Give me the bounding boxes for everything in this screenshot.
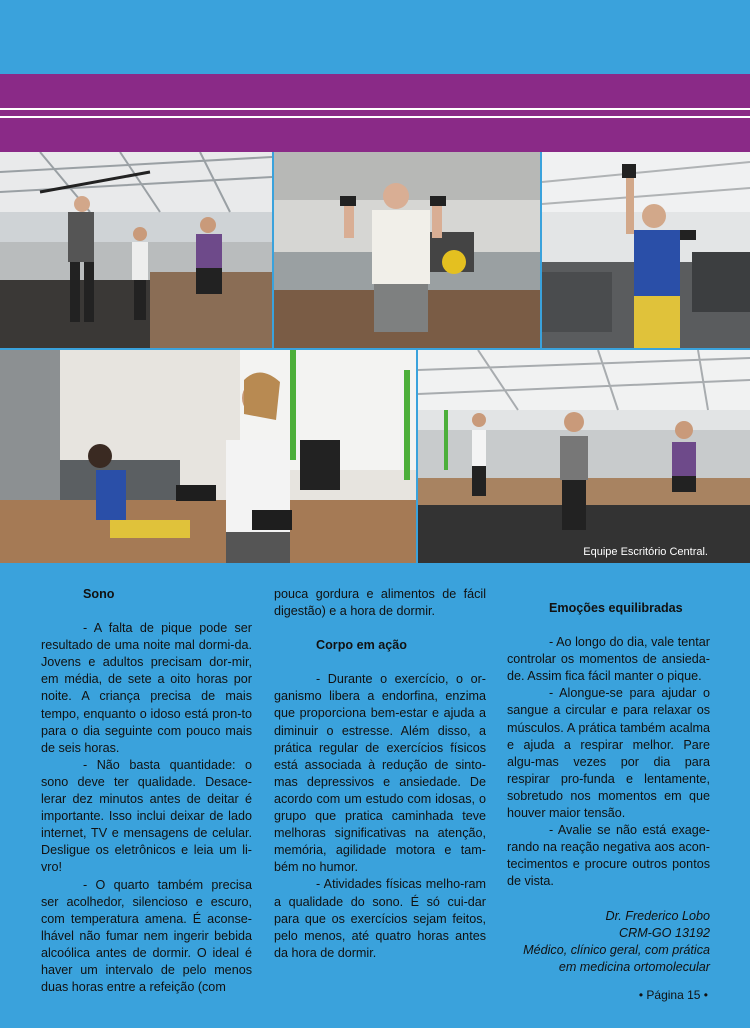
author-signature [507,908,710,976]
heading-emocoes-equilibradas: Emoções equilibradas [549,601,683,615]
column-sono [41,586,252,996]
author-crm: CRM-GO 13192 [619,925,710,940]
paragraph-emocoes-1: - Ao longo do dia, vale tentar controlar os momentos de ansieda-de. Assim fica fácil manter o pique. [507,635,710,684]
paragraph-corpo-1: - Durante o exercício, o or-ganismo libera a endorfina, enzima que proporciona bem-estar e ajuda a diminuir o estresse. Além disso, a prática regular de exercícios físicos está associada à redução de sinto-mas depressivos e ansiedade. De acordo com um estudo com idosas, o grupo que pratica caminhada teve melhoras significativas na atenção, memória, agilidade motora e tam-bém no humor. [274,672,486,875]
column-emocoes [507,600,710,976]
paragraph-sono-2: - Não basta quantidade: o sono deve ter qualidade. Desace-lerar dez minutos antes de deitar é importante. Isso inclui deixar de lado internet, TV e mensagens de celular. Desligue os eletrônicos e leia um li-vro! [41,757,252,875]
page-number: • Página 15 • [638,988,708,1002]
header-band [0,74,750,152]
heading-sono: Sono [83,587,115,601]
paragraph-sono-3: - O quarto também precisa ser acolhedor, silencioso e escuro, com temperatura amena. É aconse-lhável não fumar nem ingerir bebida alcoólica antes de dormir. O ideal é haver um intervalo de pelo menos duas horas entre a refeição (com [41,877,252,995]
header-stripe-bottom [0,116,750,118]
author-role-line2: em medicina ortomolecular [558,959,710,974]
header-stripe-top [0,108,750,110]
author-role-line1: Médico, clínico geral, com prática [523,942,710,957]
paragraph-sono-3-continued: pouca gordura e alimentos de fácil digestão) e a hora de dormir. [274,587,486,619]
photo-group-dumbbells [418,350,750,563]
photo-group-bar-exercise [0,152,272,348]
paragraph-sono-1: - A falta de pique pode ser resultado de uma noite mal dormi-da. Jovens e adultos precisam dor-mir, em média, de sete a oito horas por noite. A criança precisa de mais tempo, enquanto o idoso está pron-to para o dia seguinte com pouco mais de seis horas. [41,621,252,755]
photo-caption-equipe: Equipe Escritório Central. [583,546,708,558]
paragraph-emocoes-3: - Avalie se não está exage-rando na reação negativa aos acon-tecimentos e procure outros pontos de vista. [507,823,710,889]
paragraph-corpo-2: - Atividades físicas melho-ram a qualidade do sono. É só cui-dar para que os exercícios sejam feitos, pelo menos, até quatro horas antes da hora de dormir. [274,877,486,960]
photo-women-weights-row [0,350,416,563]
author-name: Dr. Frederico Lobo [605,908,710,923]
photo-woman-blue-shirt [542,152,750,348]
paragraph-emocoes-2: - Alongue-se para ajudar o sangue a circular e para relaxar os músculos. A prática também acalma e ajuda a respirar melhor. Pare algu-mas vezes por dia para respirar pro-funda e lentamente, sobretudo nos momentos em que houver maior tensão. [507,686,710,821]
column-corpo [274,586,486,962]
photo-man-dumbbells [274,152,540,348]
heading-corpo-em-acao: Corpo em ação [316,638,407,653]
